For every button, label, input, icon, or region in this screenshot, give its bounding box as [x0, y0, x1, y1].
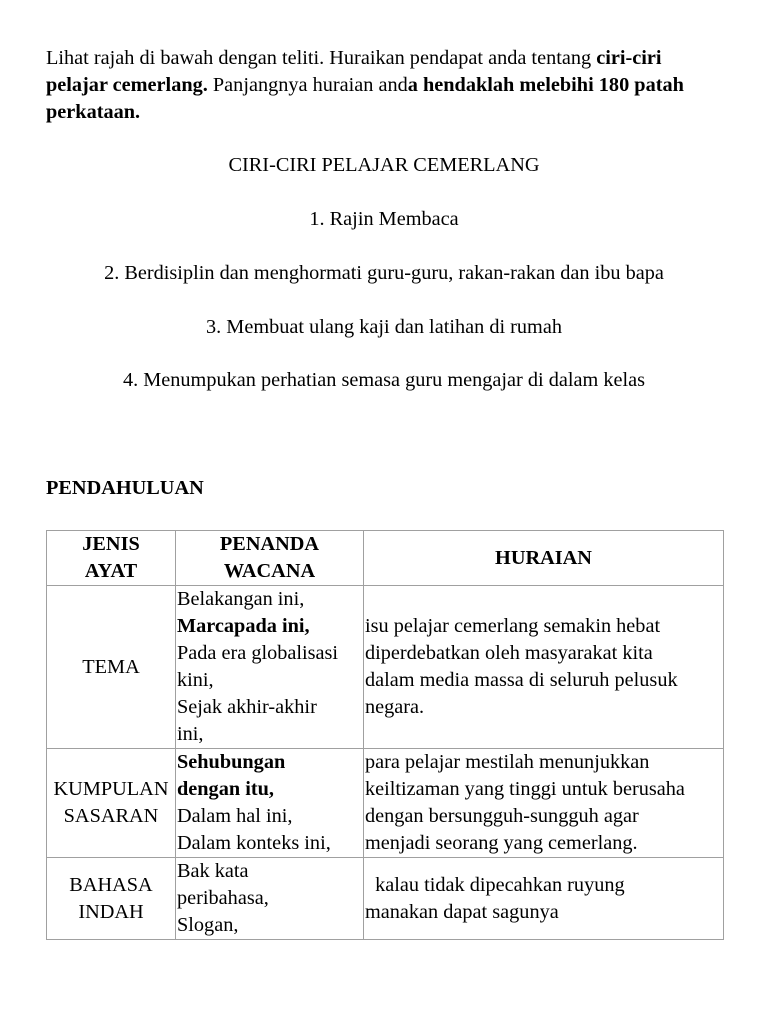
characteristic-item-1: 1. Rajin Membaca: [309, 208, 459, 230]
table-row: [47, 749, 724, 858]
table-row: [47, 586, 724, 749]
header-penanda-line2: WACANA: [223, 560, 316, 582]
instruction-text-2: Panjangnya huraian and: [207, 74, 408, 96]
huraian-line: dengan bersungguh-sungguh agar: [365, 805, 639, 827]
instruction-bold-length: a hendaklah melebihi 180 patah perkataan.: [46, 74, 684, 123]
penanda-line: peribahasa,: [177, 887, 269, 909]
characteristic-item-2: 2. Berdisiplin dan menghormati guru-guru, rakan-rakan dan ibu bapa: [104, 262, 664, 284]
huraian-line: diperdebatkan oleh masyarakat kita: [365, 642, 653, 664]
instruction-paragraph: [46, 45, 726, 126]
header-jenis-line2: AYAT: [84, 560, 138, 582]
jenis-cell-tema: TEMA: [47, 586, 176, 749]
header-jenis-ayat: [47, 531, 176, 586]
characteristic-item-3: 3. Membuat ulang kaji dan latihan di rumah: [206, 316, 562, 338]
instruction-bold-topic: ciri-ciri pelajar cemerlang.: [46, 47, 662, 96]
huraian-line: para pelajar mestilah menunjukkan: [365, 751, 650, 773]
penanda-line: Slogan,: [177, 914, 239, 936]
characteristic-item-4: 4. Menumpukan perhatian semasa guru mengajar di dalam kelas: [122, 369, 646, 391]
jenis-line: SASARAN: [63, 805, 159, 827]
penanda-line: Marcapada ini,: [177, 615, 310, 637]
penanda-cell: [176, 586, 364, 749]
penanda-line: Bak kata: [177, 860, 249, 882]
jenis-cell-kumpulan-sasaran: [47, 749, 176, 858]
penanda-line: Sehubungan: [177, 751, 286, 773]
penanda-line: kini,: [177, 669, 214, 691]
huraian-line: keiltizaman yang tinggi untuk berusaha: [365, 778, 685, 800]
huraian-cell: [364, 749, 724, 858]
table-row: [47, 858, 724, 940]
penanda-cell: [176, 749, 364, 858]
huraian-line: dalam media massa di seluruh pelusuk: [365, 669, 678, 691]
huraian-line: menjadi seorang yang cemerlang.: [365, 832, 638, 854]
section-title: PENDAHULUAN: [46, 477, 204, 499]
huraian-line: negara.: [365, 696, 425, 718]
jenis-line: INDAH: [78, 900, 144, 923]
huraian-line: manakan dapat sagunya: [365, 900, 559, 923]
penanda-line: Dalam konteks ini,: [177, 832, 331, 854]
jenis-line: BAHASA: [69, 873, 153, 896]
huraian-line: isu pelajar cemerlang semakin hebat: [365, 615, 661, 637]
pendahuluan-table: [46, 530, 724, 940]
penanda-line: Dalam hal ini,: [177, 805, 293, 827]
table-header-row: [47, 531, 724, 586]
penanda-line: ini,: [177, 723, 204, 745]
diagram-heading: CIRI-CIRI PELAJAR CEMERLANG: [228, 154, 540, 176]
huraian-cell: [364, 586, 724, 749]
penanda-line: Sejak akhir-akhir: [177, 696, 317, 718]
jenis-cell-bahasa-indah: [47, 858, 176, 940]
header-penanda-line1: PENANDA: [219, 533, 320, 555]
header-huraian: HURAIAN: [364, 531, 724, 586]
header-penanda-wacana: [176, 531, 364, 586]
penanda-cell: [176, 858, 364, 940]
penanda-line: Pada era globalisasi: [177, 642, 339, 664]
huraian-cell: [364, 858, 724, 940]
instruction-text-1: Lihat rajah di bawah dengan teliti. Huraikan pendapat anda tentang: [46, 47, 597, 69]
penanda-line: dengan itu,: [177, 778, 274, 800]
jenis-line: KUMPULAN: [53, 778, 169, 800]
penanda-line: Belakangan ini,: [177, 588, 305, 610]
huraian-line: kalau tidak dipecahkan ruyung: [365, 873, 625, 896]
header-jenis-line1: JENIS: [82, 533, 140, 555]
